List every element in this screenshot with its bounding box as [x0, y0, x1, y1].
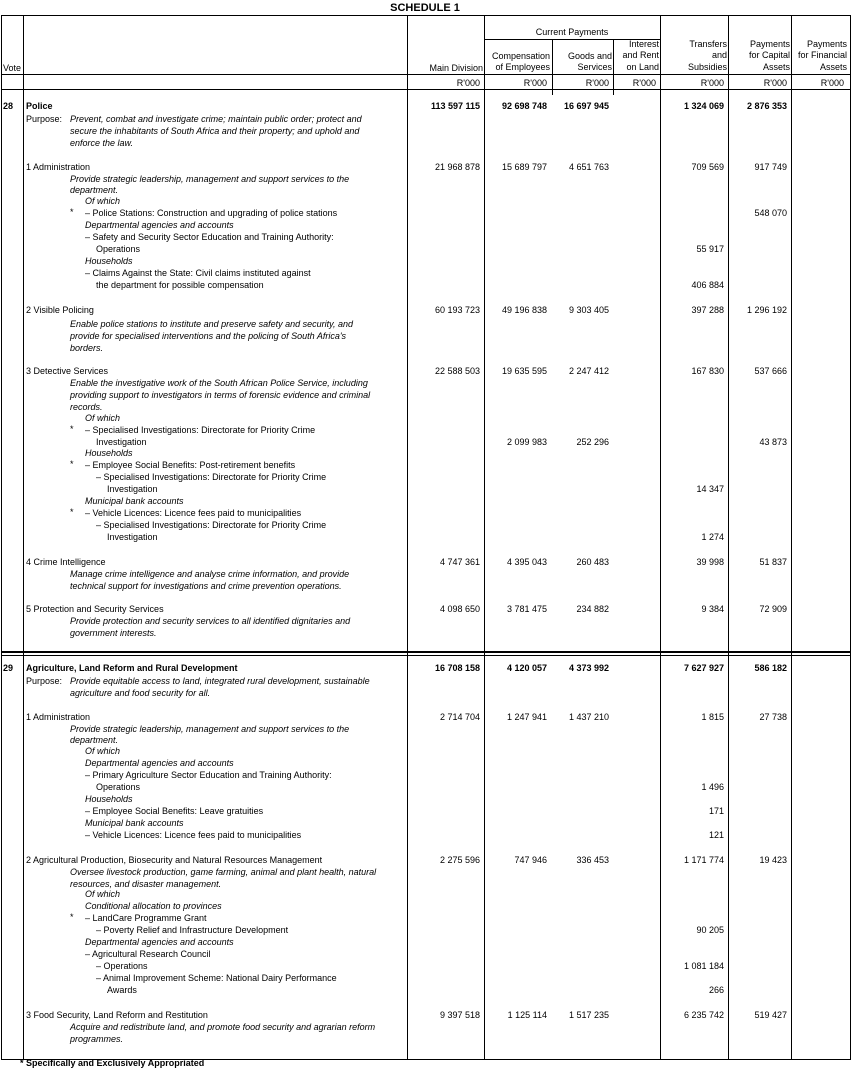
amount-goods: 1 517 235 [568, 1010, 609, 1020]
header-main-division: Main Division [429, 63, 483, 73]
amount-trans: 1 274 [701, 532, 724, 542]
amount-trans: 167 830 [691, 366, 724, 376]
header-goods-1: Goods and [567, 51, 612, 61]
unit-main: R'000 [456, 78, 480, 88]
row-label: 3 Detective Services [26, 366, 109, 376]
row-label: Of which [85, 413, 121, 423]
row-label: Enable the investigative work of the South African Police Service, including [70, 378, 368, 388]
amount-goods: 4 651 763 [568, 162, 609, 172]
amount-comp: 15 689 797 [501, 162, 547, 172]
amount-main: 9 397 518 [439, 1010, 480, 1020]
row-label: enforce the law. [70, 138, 134, 148]
amount-trans: 171 [708, 806, 724, 816]
row-label: Manage crime intelligence and analyse crime information, and provide [70, 569, 350, 579]
row-label: 2 Visible Policing [26, 305, 94, 315]
amount-cap: 2 876 353 [746, 101, 787, 111]
row-label: Police [26, 101, 53, 111]
asterisk-marker: * [70, 459, 74, 469]
row-label: borders. [70, 343, 104, 353]
row-label: Investigation [107, 532, 158, 542]
row-label: Purpose: [26, 114, 63, 124]
row-label: technical support for investigations and crime prevention operations. [70, 581, 342, 591]
row-label: 4 Crime Intelligence [26, 557, 106, 567]
row-label: Households [85, 448, 133, 458]
amount-main: 2 714 704 [439, 712, 480, 722]
footnote: * Specifically and Exclusively Appropriated [20, 1058, 205, 1068]
amount-comp: 49 196 838 [501, 305, 547, 315]
amount-comp: 92 698 748 [501, 101, 547, 111]
amount-goods: 4 373 992 [568, 663, 609, 673]
row-label: – Vehicle Licences: Licence fees paid to municipalities [85, 508, 302, 518]
vote-number: 28 [3, 101, 14, 111]
row-label: Operations [96, 782, 141, 792]
row-label: 2 Agricultural Production, Biosecurity and Natural Resources Management [26, 855, 323, 865]
row-label: – LandCare Programme Grant [85, 913, 207, 923]
row-label: Of which [85, 196, 121, 206]
amount-trans: 39 998 [696, 557, 724, 567]
unit-financial: R'000 [820, 78, 844, 88]
amount-trans: 1 324 069 [683, 101, 724, 111]
row-label: secure the inhabitants of South Africa and their property; and uphold and [70, 126, 360, 136]
col-divider [728, 15, 729, 1059]
row-label: programmes. [70, 1034, 124, 1044]
amount-trans: 7 627 927 [683, 663, 724, 673]
row-label: – Animal Improvement Scheme: National Dairy Performance [96, 973, 337, 983]
row-label: – Employee Social Benefits: Post-retirement benefits [85, 460, 296, 470]
amount-goods: 336 453 [576, 855, 609, 865]
row-label: Enable police stations to institute and preserve safety and security, and [70, 319, 353, 329]
row-label: – Police Stations: Construction and upgrading of police stations [85, 208, 338, 218]
col-divider [407, 15, 408, 1059]
row-label: Of which [85, 889, 121, 899]
header-interest-2: and Rent [622, 50, 659, 60]
row-label: resources, and disaster management. [70, 879, 222, 889]
col-divider [660, 15, 661, 1059]
col-divider [484, 15, 485, 1059]
row-label: – Safety and Security Sector Education and Training Authority: [85, 232, 334, 242]
header-transfers-3: Subsidies [687, 62, 727, 72]
header-capital-2: for Capital [748, 50, 790, 60]
header-capital-3: Assets [762, 62, 790, 72]
unit-interest: R'000 [632, 78, 656, 88]
vote-separator [1, 651, 850, 653]
row-label: 1 Administration [26, 712, 91, 722]
row-label: 5 Protection and Security Services [26, 604, 164, 614]
row-label: – Employee Social Benefits: Leave gratuities [85, 806, 264, 816]
row-label: Departmental agencies and accounts [85, 937, 234, 947]
amount-cap: 917 749 [754, 162, 787, 172]
row-label: – Agricultural Research Council [85, 949, 211, 959]
amount-cap: 27 738 [759, 712, 787, 722]
row-label: – Primary Agriculture Sector Education and Training Authority: [85, 770, 332, 780]
amount-goods: 1 437 210 [568, 712, 609, 722]
amount-goods: 252 296 [576, 437, 609, 447]
amount-comp: 2 099 983 [506, 437, 547, 447]
header-rule [1, 74, 850, 75]
row-label: Acquire and redistribute land, and promote food security and agrarian reform [70, 1022, 376, 1032]
row-label: 1 Administration [26, 162, 91, 172]
row-label: Oversee livestock production, game farming, animal and plant health, natural [70, 867, 377, 877]
amount-cap: 43 873 [759, 437, 787, 447]
amount-trans: 1 081 184 [683, 961, 724, 971]
amount-trans: 709 569 [691, 162, 724, 172]
amount-goods: 16 697 945 [563, 101, 609, 111]
row-label: Investigation [107, 484, 158, 494]
row-label: Purpose: [26, 676, 63, 686]
amount-cap: 586 182 [754, 663, 787, 673]
amount-main: 113 597 115 [430, 101, 480, 111]
asterisk-marker: * [70, 207, 74, 217]
vote-separator [1, 655, 850, 656]
amount-comp: 3 781 475 [506, 604, 547, 614]
amount-trans: 121 [708, 830, 724, 840]
row-label: – Specialised Investigations: Directorate for Priority Crime [96, 520, 327, 530]
amount-comp: 4 120 057 [506, 663, 547, 673]
amount-goods: 2 247 412 [568, 366, 609, 376]
row-label: agriculture and food security for all. [70, 688, 211, 698]
amount-trans: 9 384 [701, 604, 724, 614]
row-label: Investigation [96, 437, 147, 447]
amount-trans: 1 496 [701, 782, 724, 792]
unit-comp: R'000 [523, 78, 547, 88]
amount-main: 2 275 596 [439, 855, 480, 865]
amount-cap: 519 427 [754, 1010, 787, 1020]
row-label: Households [85, 256, 133, 266]
header-transfers-1: Transfers [689, 39, 727, 49]
page-title: SCHEDULE 1 [390, 2, 460, 14]
header-financial-1: Payments [806, 39, 847, 49]
row-label: 3 Food Security, Land Reform and Restitution [26, 1010, 208, 1020]
amount-main: 21 968 878 [434, 162, 480, 172]
header-interest-3: on Land [626, 62, 659, 72]
row-label: the department for possible compensation [96, 280, 264, 290]
row-label: – Vehicle Licences: Licence fees paid to municipalities [85, 830, 302, 840]
amount-goods: 234 882 [576, 604, 609, 614]
header-financial-2: for Financial [797, 50, 847, 60]
vote-number: 29 [3, 663, 14, 673]
amount-trans: 1 171 774 [683, 855, 724, 865]
amount-cap: 72 909 [759, 604, 787, 614]
row-label: – Specialised Investigations: Directorate for Priority Crime [96, 472, 327, 482]
unit-capital: R'000 [763, 78, 787, 88]
row-label: – Poverty Relief and Infrastructure Development [96, 925, 289, 935]
unit-rule [1, 89, 850, 90]
unit-goods: R'000 [585, 78, 609, 88]
amount-comp: 1 247 941 [506, 712, 547, 722]
amount-comp: 19 635 595 [501, 366, 547, 376]
row-label: Departmental agencies and accounts [85, 220, 234, 230]
header-comp-2: of Employees [495, 62, 550, 72]
row-label: Conditional allocation to provinces [85, 901, 222, 911]
row-label: – Operations [96, 961, 148, 971]
row-label: – Claims Against the State: Civil claims instituted against [85, 268, 311, 278]
row-label: Provide protection and security services to all identified dignitaries and [70, 616, 351, 626]
amount-trans: 6 235 742 [683, 1010, 724, 1020]
row-label: Operations [96, 244, 141, 254]
amount-trans: 1 815 [701, 712, 724, 722]
asterisk-marker: * [70, 424, 74, 434]
amount-cap: 537 666 [754, 366, 787, 376]
amount-main: 4 098 650 [439, 604, 480, 614]
amount-cap: 548 070 [754, 208, 787, 218]
amount-goods: 260 483 [576, 557, 609, 567]
amount-main: 22 588 503 [434, 366, 480, 376]
col-divider [791, 15, 792, 1059]
amount-cap: 1 296 192 [746, 305, 787, 315]
row-label: Departmental agencies and accounts [85, 758, 234, 768]
row-label: Municipal bank accounts [85, 496, 184, 506]
row-label: Prevent, combat and investigate crime; maintain public order; protect and [70, 114, 362, 124]
header-capital-1: Payments [749, 39, 790, 49]
header-goods-2: Services [577, 62, 612, 72]
row-label: Provide equitable access to land, integrated rural development, sustainable [70, 676, 370, 686]
row-label: providing support to investigators in terms of forensic evidence and criminal [70, 390, 371, 400]
row-label: Of which [85, 746, 121, 756]
row-label: department. [70, 735, 119, 745]
amount-main: 60 193 723 [434, 305, 480, 315]
asterisk-marker: * [70, 507, 74, 517]
amount-main: 16 708 158 [434, 663, 480, 673]
amount-trans: 14 347 [696, 484, 724, 494]
amount-main: 4 747 361 [439, 557, 480, 567]
amount-cap: 51 837 [759, 557, 787, 567]
header-vote: Vote [3, 63, 22, 73]
header-financial-3: Assets [819, 62, 847, 72]
amount-cap: 19 423 [759, 855, 787, 865]
amount-trans: 55 917 [696, 244, 724, 254]
row-label: Provide strategic leadership, management and support services to the [70, 174, 350, 184]
header-current-payments: Current Payments [535, 27, 609, 37]
amount-comp: 747 946 [514, 855, 547, 865]
amount-trans: 266 [708, 985, 724, 995]
amount-comp: 4 395 043 [506, 557, 547, 567]
row-label: Municipal bank accounts [85, 818, 184, 828]
amount-trans: 397 288 [691, 305, 724, 315]
row-label: department. [70, 185, 119, 195]
header-interest-1: Interest [628, 39, 659, 49]
row-label: – Specialised Investigations: Directorate for Priority Crime [85, 425, 316, 435]
amount-trans: 90 205 [696, 925, 724, 935]
row-label: Households [85, 794, 133, 804]
asterisk-marker: * [70, 912, 74, 922]
row-label: provide for specialised interventions and the policing of South Africa's [70, 331, 347, 341]
row-label: government interests. [70, 628, 157, 638]
row-label: Agriculture, Land Reform and Rural Development [26, 663, 238, 673]
unit-transfers: R'000 [700, 78, 724, 88]
amount-goods: 9 303 405 [568, 305, 609, 315]
col-divider [23, 15, 24, 1059]
row-label: Provide strategic leadership, management and support services to the [70, 724, 350, 734]
amount-trans: 406 884 [691, 280, 724, 290]
row-label: records. [70, 402, 103, 412]
row-label: Awards [107, 985, 137, 995]
header-transfers-2: and [711, 50, 727, 60]
amount-comp: 1 125 114 [507, 1010, 547, 1020]
header-comp-1: Compensation [491, 51, 550, 61]
